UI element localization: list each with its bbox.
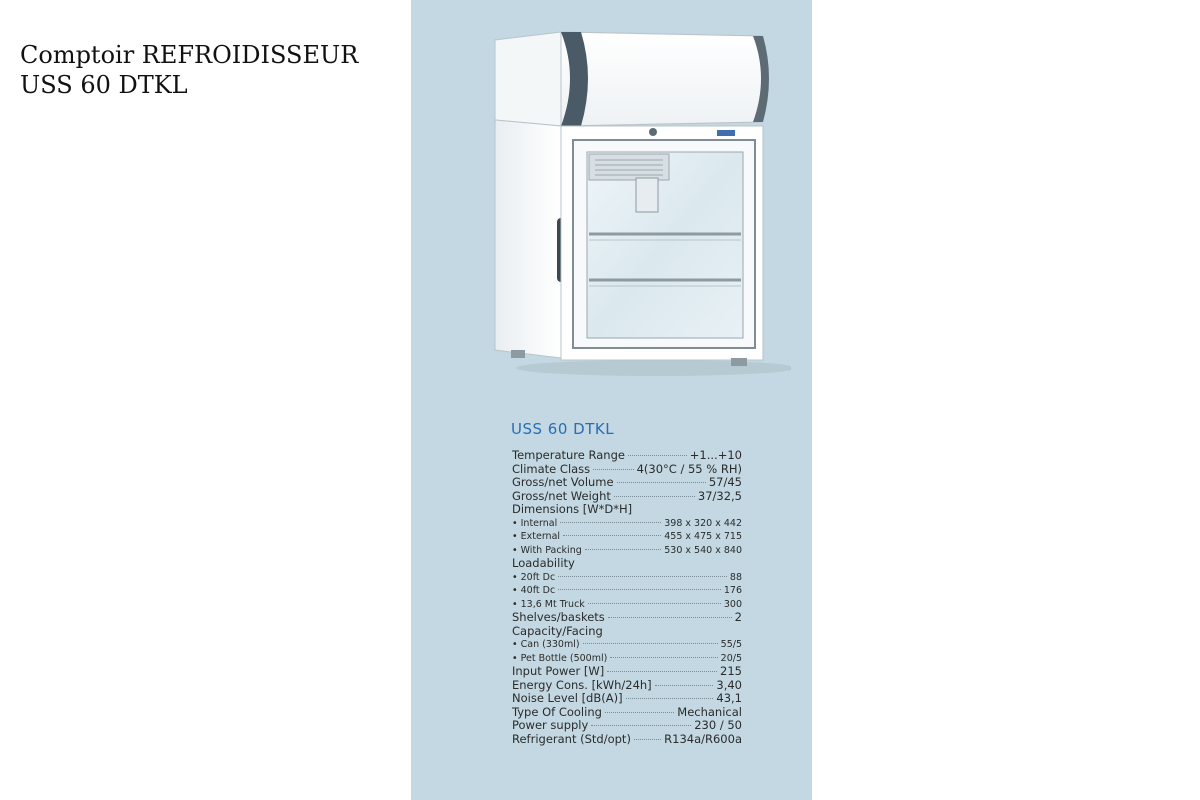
spec-label: Energy Cons. [kWh/24h] xyxy=(512,677,652,692)
spec-value: 55/5 xyxy=(720,639,742,650)
spec-label: • Pet Bottle (500ml) xyxy=(512,652,608,664)
spec-value: 20/5 xyxy=(720,652,742,664)
spec-label: Dimensions [W*D*H] xyxy=(512,502,633,516)
spec-label: • 20ft Dc xyxy=(512,571,556,583)
dot-leader xyxy=(591,725,691,726)
page-title xyxy=(20,40,358,100)
dot-leader xyxy=(560,522,661,523)
spec-value: 2 xyxy=(734,610,742,624)
spec-list xyxy=(512,449,742,746)
spec-label: • External xyxy=(512,531,561,542)
spec-label: Gross/net Volume xyxy=(512,475,614,489)
spec-label: Temperature Range xyxy=(512,448,625,462)
spec-value: 43,1 xyxy=(716,691,742,705)
spec-value: +1...+10 xyxy=(689,448,742,462)
spec-value: R134a/R600a xyxy=(664,731,742,746)
dot-leader xyxy=(558,576,727,577)
spec-label: Refrigerant (Std/opt) xyxy=(512,731,631,746)
spec-row xyxy=(512,719,742,733)
dot-leader xyxy=(655,685,714,686)
spec-row xyxy=(512,530,742,544)
spec-row xyxy=(512,706,742,720)
dot-leader xyxy=(608,617,732,618)
spec-row xyxy=(512,517,742,531)
page-title-line-2: USS 60 DTKL xyxy=(20,71,188,99)
spec-value: 215 xyxy=(720,664,742,678)
spec-value: 230 / 50 xyxy=(694,718,742,732)
spec-label: Shelves/baskets xyxy=(512,610,605,624)
spec-row xyxy=(512,476,742,490)
spec-label: Gross/net Weight xyxy=(512,488,611,503)
page-title-line-1: Comptoir REFROIDISSEUR xyxy=(20,41,359,69)
spec-label: Power supply xyxy=(512,718,589,732)
dot-leader xyxy=(605,712,674,713)
model-heading: USS 60 DTKL xyxy=(511,420,615,438)
spec-row xyxy=(512,584,742,598)
spec-row xyxy=(512,557,742,571)
spec-value: 176 xyxy=(723,585,742,596)
dot-leader xyxy=(558,589,721,590)
dot-leader xyxy=(583,643,718,644)
spec-row xyxy=(512,638,742,652)
spec-row xyxy=(512,571,742,585)
spec-row xyxy=(512,463,742,477)
spec-value: 88 xyxy=(729,571,742,583)
dot-leader xyxy=(588,603,721,604)
spec-label: Noise Level [dB(A)] xyxy=(512,691,623,705)
spec-label: Capacity/Facing xyxy=(512,623,603,638)
spec-label: • 13,6 Mt Truck xyxy=(512,598,585,610)
spec-row xyxy=(512,692,742,706)
dot-leader xyxy=(617,482,706,483)
spec-row xyxy=(512,611,742,625)
spec-value: Mechanical xyxy=(677,704,742,719)
spec-row xyxy=(512,625,742,639)
dot-leader xyxy=(614,496,695,497)
spec-label: Loadability xyxy=(512,556,575,570)
spec-row xyxy=(512,665,742,679)
spec-value: 57/45 xyxy=(708,475,742,489)
spec-row xyxy=(512,544,742,558)
dot-leader xyxy=(593,469,633,470)
spec-value: 300 xyxy=(723,598,742,610)
dot-leader xyxy=(563,535,661,536)
spec-label: Climate Class xyxy=(512,461,591,476)
spec-row xyxy=(512,652,742,666)
spec-row xyxy=(512,490,742,504)
dot-leader xyxy=(607,671,717,672)
dot-leader xyxy=(634,739,661,740)
spec-value: 3,40 xyxy=(716,677,742,692)
spec-label: • Can (330ml) xyxy=(512,639,580,650)
dot-leader xyxy=(626,698,714,699)
product-panel xyxy=(411,0,812,800)
spec-value: 530 x 540 x 840 xyxy=(664,544,742,556)
spec-label: • Internal xyxy=(512,517,558,529)
product-image xyxy=(491,28,791,380)
dot-leader xyxy=(628,455,687,456)
spec-value: 398 x 320 x 442 xyxy=(664,517,742,529)
spec-row xyxy=(512,733,742,747)
spec-label: Type Of Cooling xyxy=(512,704,602,719)
spec-label: Input Power [W] xyxy=(512,664,605,678)
spec-row xyxy=(512,449,742,463)
spec-row xyxy=(512,679,742,693)
dot-leader xyxy=(610,657,717,658)
spec-value: 37/32,5 xyxy=(697,488,742,503)
spec-value: 4(30°C / 55 % RH) xyxy=(636,461,742,476)
spec-row xyxy=(512,503,742,517)
spec-label: • 40ft Dc xyxy=(512,585,556,596)
spec-row xyxy=(512,598,742,612)
spec-value: 455 x 475 x 715 xyxy=(664,531,742,542)
dot-leader xyxy=(585,549,662,550)
spec-label: • With Packing xyxy=(512,544,582,556)
